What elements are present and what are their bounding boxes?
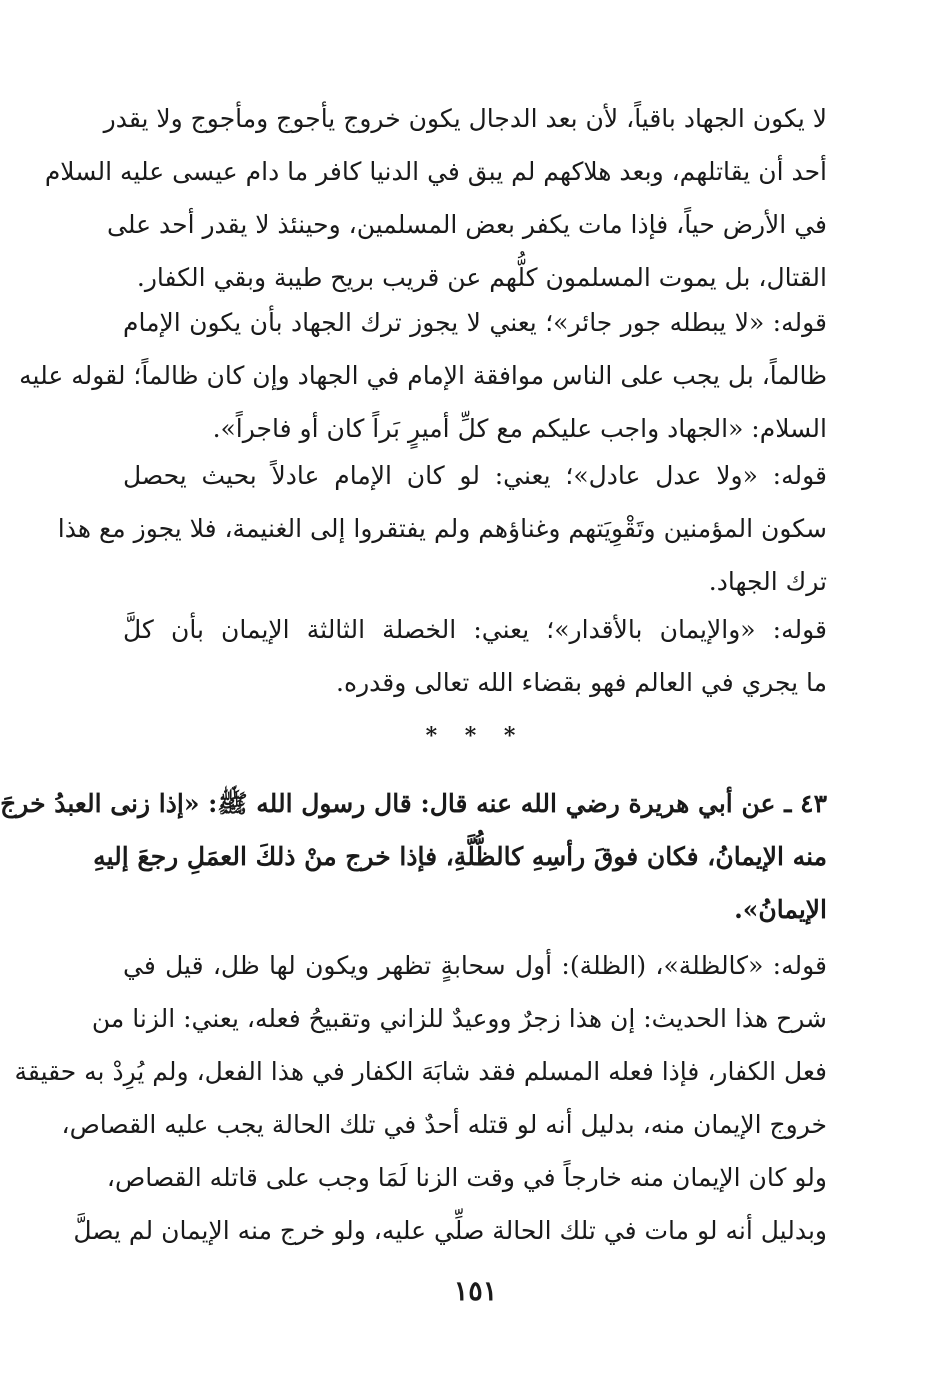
text-line: خروج الإيمان منه، بدليل أنه لو قتله أحدٌ في تلك الحالة يجب عليه القصاص، — [61, 1110, 827, 1139]
text-line: شرح هذا الحديث: إن هذا زجرٌ ووعيدٌ للزاني وتقبيحُ فعله، يعني: الزنا من — [91, 1004, 827, 1033]
text-line: قوله: «ولا عدل عادل»؛ يعني: لو كان الإمام عادلاً بحيث يحصل — [123, 461, 827, 490]
text-line: منه الإيمانُ، فكان فوقَ رأسِهِ كالظُّلَّةِ، فإذا خرج منْ ذلكَ العمَلِ رجعَ إليهِ — [93, 842, 827, 871]
text-line: ما يجري في العالم فهو بقضاء الله تعالى وقدره. — [336, 668, 827, 697]
text-line: ٤٣ ـ عن أبي هريرة رضي الله عنه قال: قال رسول الله ﷺ: «إذا زنى العبدُ خرجَ — [0, 789, 827, 818]
text-line: أحد أن يقاتلهم، وبعد هلاكهم لم يبق في الدنيا كافر ما دام عيسى عليه السلام — [44, 157, 827, 186]
text-line: قوله: «لا يبطله جور جائر»؛ يعني لا يجوز ترك الجهاد بأن يكون الإمام — [123, 308, 827, 337]
text-line: قوله: «كالظلة»، (الظلة): أول سحابةٍ تظهر ويكون لها ظل، قيل في — [123, 951, 827, 980]
text-line: ولو كان الإيمان منه خارجاً في وقت الزنا لَمَا وجب على قاتله القصاص، — [106, 1163, 827, 1192]
paragraph-1 — [44, 92, 827, 304]
text-line: الإيمانُ». — [734, 895, 827, 924]
paragraph-3 — [57, 449, 827, 608]
paragraph-4 — [123, 603, 827, 709]
text-line: القتال، بل يموت المسلمون كلُّهم عن قريب بريح طيبة وبقي الكفار. — [136, 263, 827, 292]
section-separator: * * * — [425, 723, 526, 749]
text-line: السلام: «الجهاد واجب عليكم مع كلِّ أميرٍ بَراً كان أو فاجراً». — [212, 414, 827, 443]
text-line: سكون المؤمنين وتَقْوِيَتهم وغناؤهم ولم يفتقروا إلى الغنيمة، فلا يجوز مع هذا — [57, 514, 827, 543]
page-number: ١٥١ — [453, 1276, 498, 1307]
text-line: لا يكون الجهاد باقياً، لأن بعد الدجال يكون خروج يأجوج ومأجوج ولا يقدر — [103, 104, 827, 133]
text-line: ظالماً، بل يجب على الناس موافقة الإمام في الجهاد وإن كان ظالماً؛ لقوله عليه — [19, 361, 827, 390]
paragraph-2 — [19, 296, 827, 455]
text-line: وبدليل أنه لو مات في تلك الحالة صلِّي عليه، ولو خرج منه الإيمان لم يصلَّ — [73, 1216, 827, 1245]
paragraph-6 — [14, 939, 827, 1257]
text-line: ترك الجهاد. — [708, 567, 827, 596]
text-line: في الأرض حياً، فإذا مات يكفر بعض المسلمين، وحينئذ لا يقدر أحد على — [107, 210, 827, 239]
hadith-paragraph — [0, 777, 827, 936]
text-line: فعل الكفار، فإذا فعله المسلم فقد شابَهَ الكفار في هذا الفعل، ولم يُرِدْ به حقيقة — [14, 1057, 827, 1086]
text-line: قوله: «والإيمان بالأقدار»؛ يعني: الخصلة الثالثة الإيمان بأن كلَّ — [123, 615, 827, 644]
